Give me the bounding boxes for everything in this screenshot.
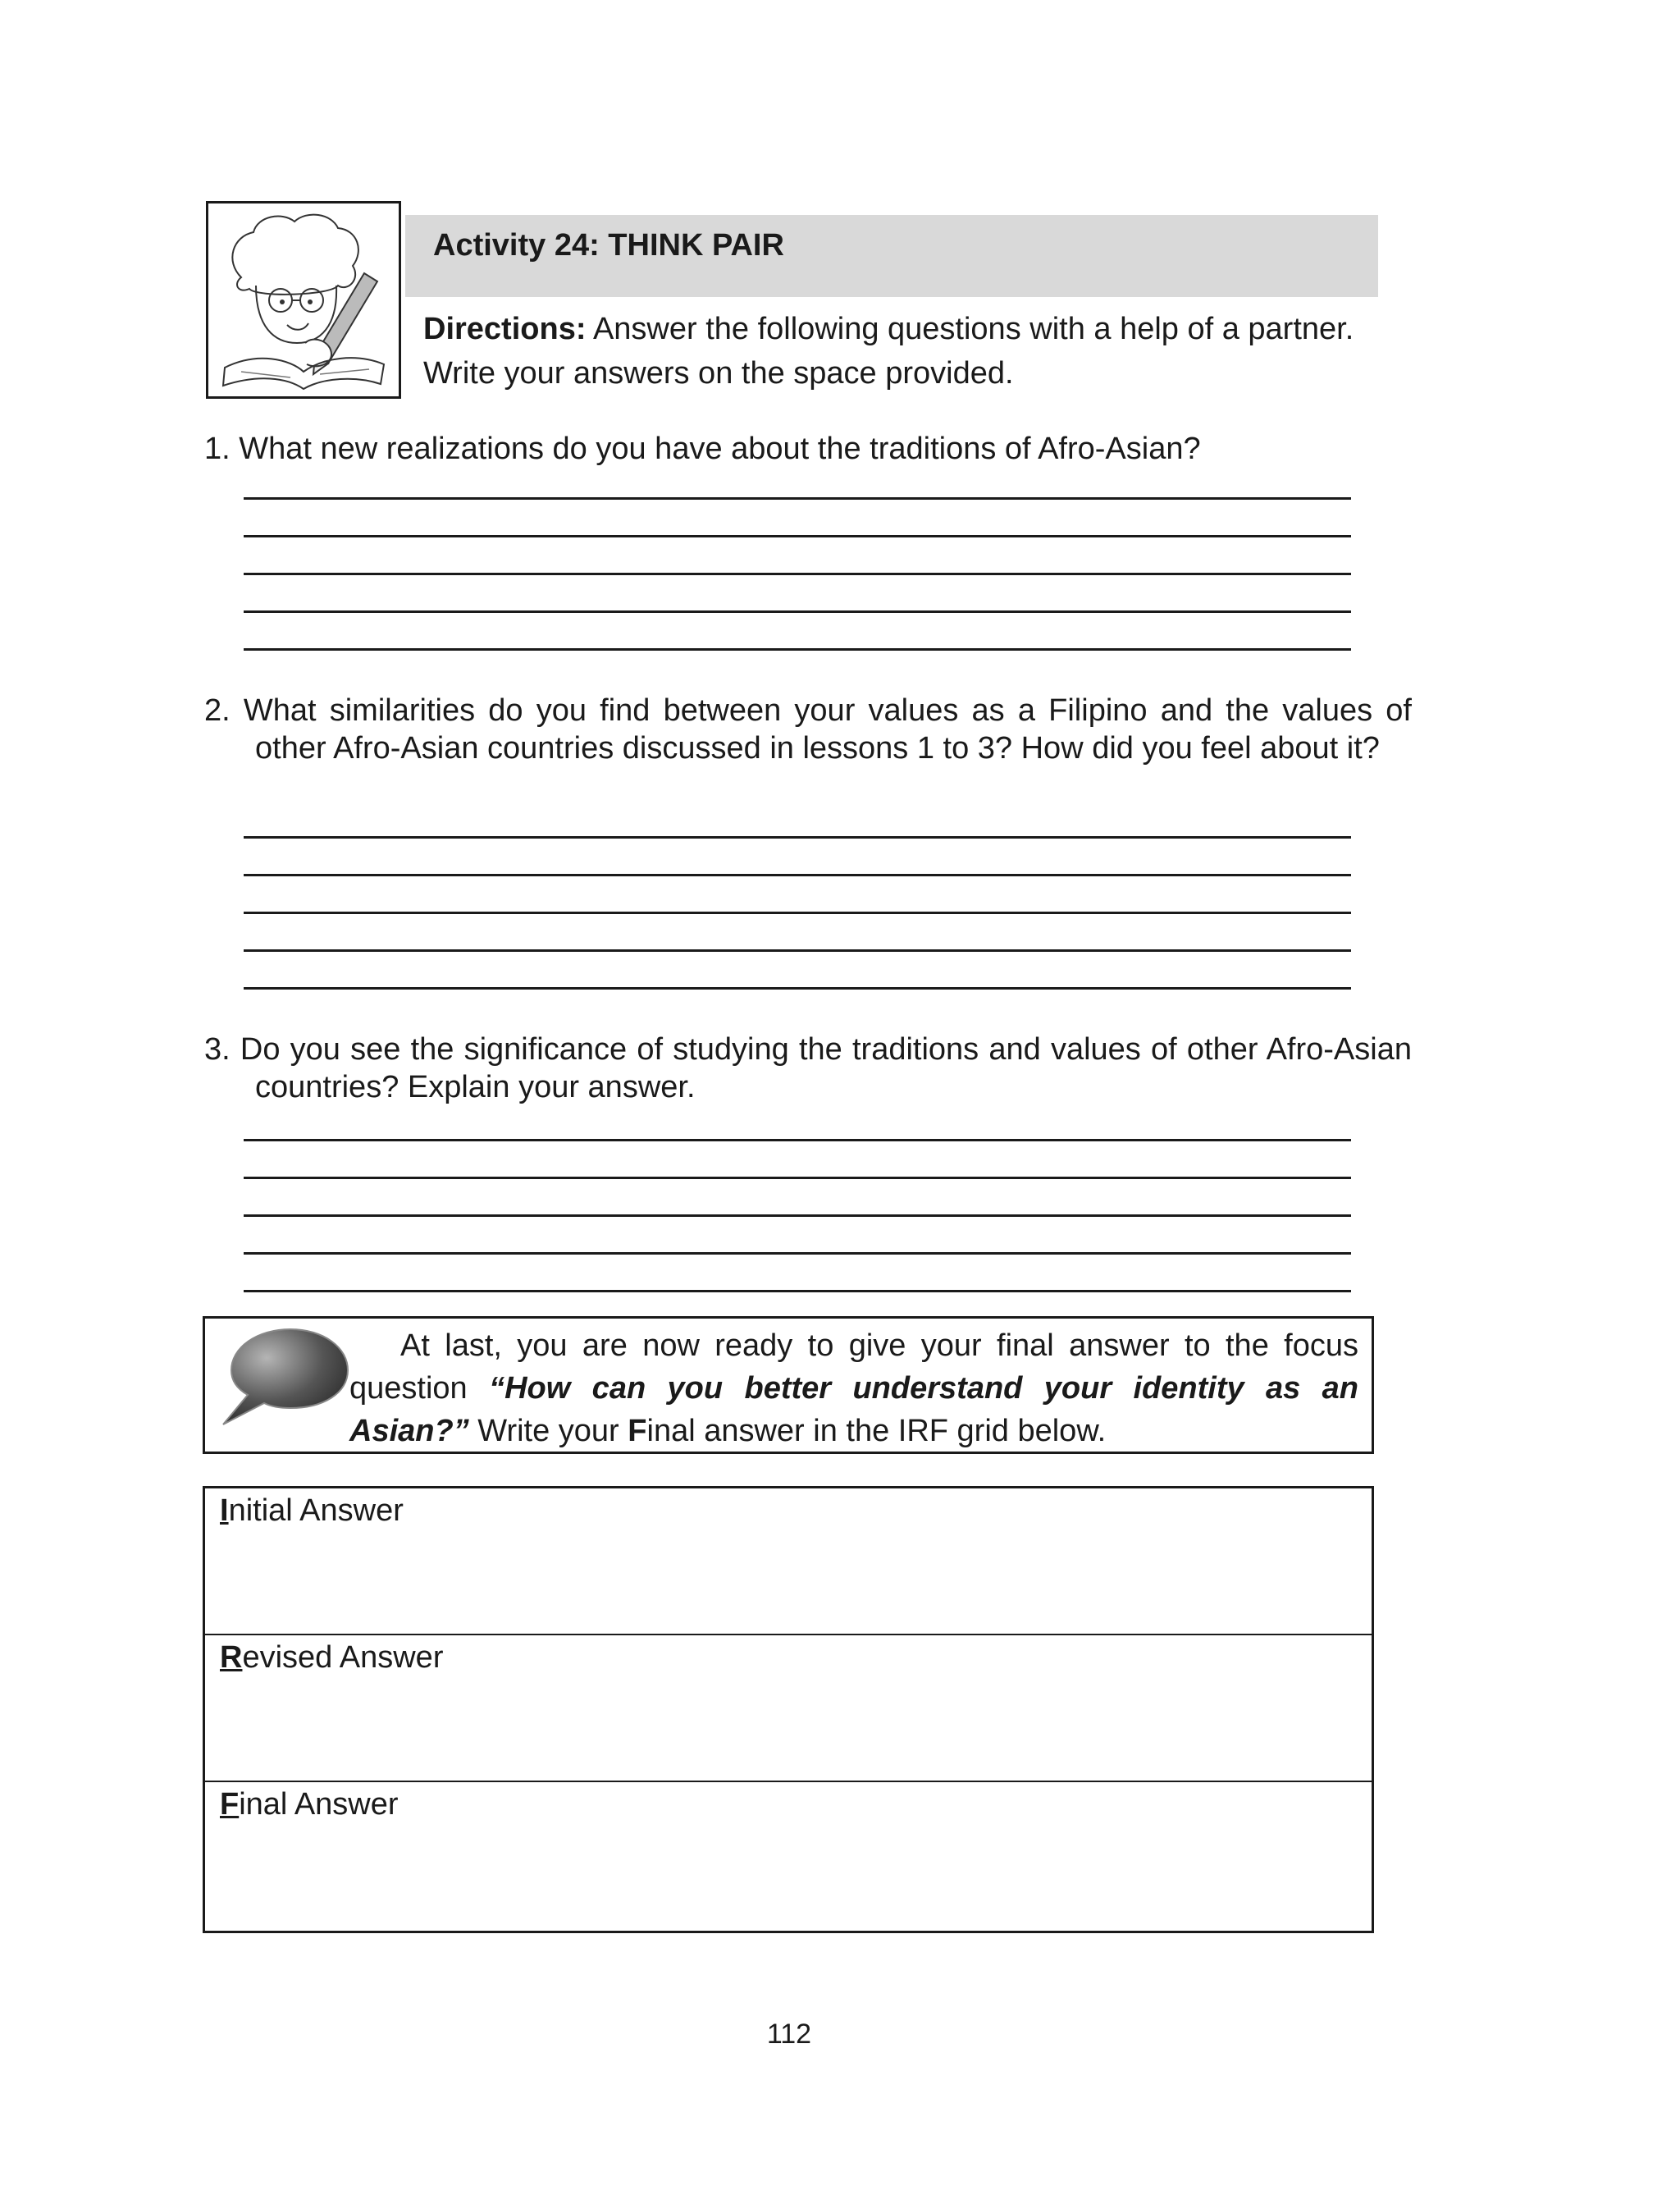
directions-text: Answer the following questions with a help of a partner. Write your answers on the space provided. bbox=[423, 312, 1354, 391]
irf-row-initial[interactable] bbox=[205, 1488, 1372, 1635]
answer-line[interactable] bbox=[244, 987, 1351, 990]
answer-line[interactable] bbox=[244, 836, 1351, 839]
answer-line[interactable] bbox=[244, 1177, 1351, 1179]
irf-row-final[interactable] bbox=[205, 1782, 1372, 1931]
irf-label-final: Final Answer bbox=[220, 1787, 399, 1822]
question-1: 1. What new realizations do you have about the traditions of Afro-Asian? bbox=[204, 432, 1201, 466]
focus-outro-after: inal answer in the IRF grid below. bbox=[646, 1414, 1107, 1448]
answer-line[interactable] bbox=[244, 610, 1351, 613]
answer-line[interactable] bbox=[244, 1290, 1351, 1292]
focus-outro-before: Write your bbox=[477, 1414, 619, 1448]
answer-line[interactable] bbox=[244, 949, 1351, 952]
page-number: 112 bbox=[766, 2019, 812, 2050]
irf-label-initial: Initial Answer bbox=[220, 1493, 404, 1528]
answer-line[interactable] bbox=[244, 1139, 1351, 1141]
question-3: 3. Do you see the significance of studying the traditions and values of other Afro-Asian countries? Explain your answer. bbox=[204, 1032, 1412, 1104]
question-2: 2. What similarities do you find between your values as a Filipino and the values of other Afro-Asian countries discussed in lessons 1 to 3? How did you feel about it? bbox=[204, 693, 1412, 766]
activity-title: Activity 24: THINK PAIR bbox=[433, 228, 784, 263]
irf-row-revised[interactable] bbox=[205, 1635, 1372, 1782]
student-writing-icon bbox=[208, 203, 399, 396]
focus-outro-bold: F bbox=[628, 1414, 647, 1448]
focus-question: “How can you better understand your identity as an Asian?” bbox=[349, 1371, 1359, 1448]
answer-line[interactable] bbox=[244, 874, 1351, 876]
focus-intro: At last, you are now ready to give your final answer to the focus question bbox=[349, 1328, 1358, 1406]
answer-line[interactable] bbox=[244, 573, 1351, 575]
answer-line[interactable] bbox=[244, 1252, 1351, 1255]
answer-line[interactable] bbox=[244, 648, 1351, 651]
speech-bubble-icon bbox=[220, 1323, 353, 1429]
irf-label-revised: Revised Answer bbox=[220, 1640, 444, 1675]
directions bbox=[423, 307, 1383, 395]
answer-line[interactable] bbox=[244, 497, 1351, 500]
irf-grid bbox=[203, 1486, 1374, 1933]
directions-label: Directions: bbox=[423, 312, 587, 346]
answer-line[interactable] bbox=[244, 1214, 1351, 1217]
student-writing-illustration bbox=[206, 201, 401, 399]
focus-question-text bbox=[349, 1324, 1358, 1452]
answer-line[interactable] bbox=[244, 535, 1351, 537]
answer-line[interactable] bbox=[244, 912, 1351, 914]
